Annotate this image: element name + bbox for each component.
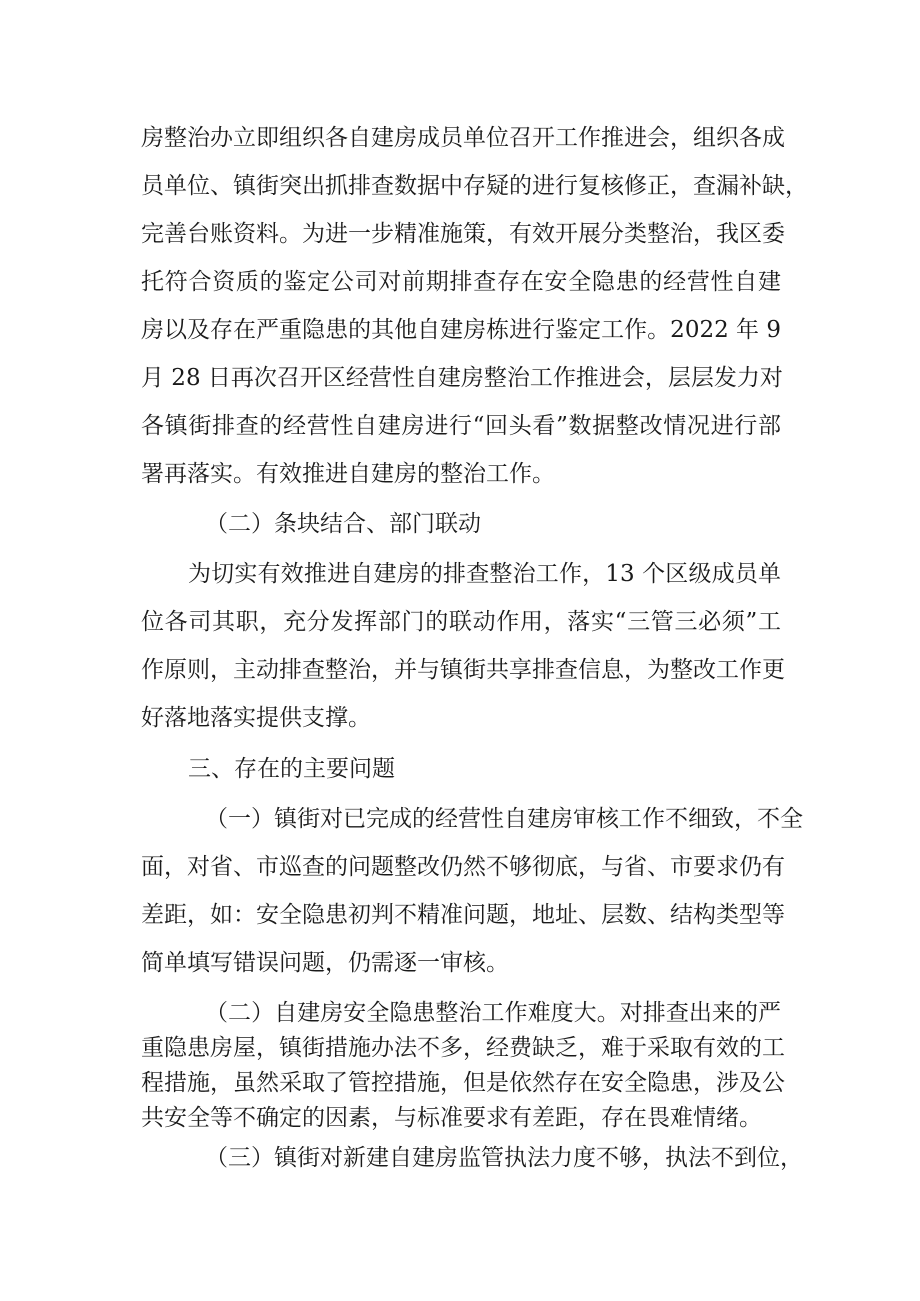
section-heading: 三、存在的主要问题: [188, 756, 395, 782]
paragraph-line: 托符合资质的鉴定公司对前期排查存在安全隐患的经营性自建: [141, 269, 781, 295]
paragraph-line: 作原则，主动排查整治，并与镇街共享排查信息，为整改工作更: [141, 657, 785, 683]
paragraph-line: 房以及存在严重隐患的其他自建房栋进行鉴定工作。2022 年 9: [141, 317, 781, 343]
paragraph-line: 程措施，虽然采取了管控措施，但是依然存在安全隐患，涉及公: [141, 1070, 785, 1096]
paragraph-line: （二）自建房安全隐患整治工作难度大。对排查出来的严: [205, 1000, 781, 1026]
paragraph-line: 重隐患房屋，镇街措施办法不多，经费缺乏，难于采取有效的工: [141, 1035, 785, 1061]
paragraph-line: 署再落实。有效推进自建房的整治工作。: [141, 461, 555, 487]
paragraph-line: 月 28 日再次召开区经营性自建房整治工作推进会，层层发力对: [141, 365, 783, 391]
paragraph-line: 差距，如：安全隐患初判不精准问题，地址、层数、结构类型等: [141, 902, 785, 928]
paragraph-line: 为切实有效推进自建房的排查整治工作，13 个区级成员单: [188, 561, 781, 587]
paragraph-line: 位各司其职，充分发挥部门的联动作用，落实“三管三必须”工: [141, 609, 781, 635]
paragraph-line: 面，对省、市巡查的问题整改仍然不够彻底，与省、市要求仍有: [141, 854, 785, 880]
paragraph-line: 员单位、镇街突出抓排查数据中存疑的进行复核修正，查漏补缺，: [141, 173, 808, 199]
section-subheading: （二）条块结合、部门联动: [205, 511, 481, 537]
paragraph-line: 完善台账资料。为进一步精准施策，有效开展分类整治，我区委: [141, 221, 785, 247]
paragraph-line: （三）镇街对新建自建房监管执法力度不够，执法不到位，: [205, 1145, 803, 1171]
paragraph-line: 各镇街排查的经营性自建房进行“回头看”数据整改情况进行部: [141, 413, 781, 439]
paragraph-line: 共安全等不确定的因素，与标准要求有差距，存在畏难情绪。: [141, 1105, 762, 1131]
paragraph-line: 房整治办立即组织各自建房成员单位召开工作推进会，组织各成: [141, 125, 785, 151]
paragraph-line: 好落地落实提供支撑。: [141, 705, 371, 731]
paragraph-line: 简单填写错误问题，仍需逐一审核。: [141, 950, 509, 976]
paragraph-line: （一）镇街对已完成的经营性自建房审核工作不细致，不全: [205, 806, 803, 832]
